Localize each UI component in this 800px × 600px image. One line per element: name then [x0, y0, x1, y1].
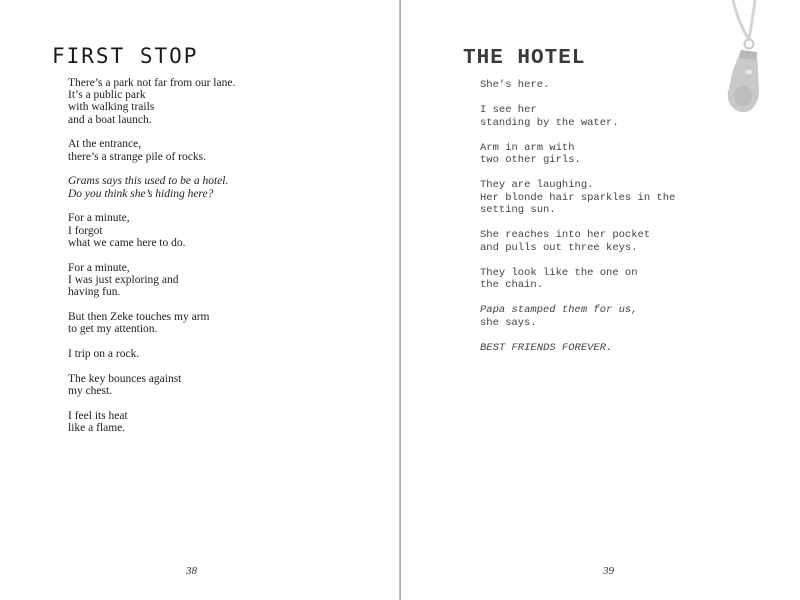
left-page-title: FIRST STOP: [52, 44, 199, 68]
poem-line: They are laughing.: [480, 179, 594, 192]
poem-line: I was just exploring and: [68, 273, 179, 286]
poem-stanza: [68, 138, 368, 162]
poem-line: with walking trails: [68, 101, 155, 114]
poem-stanza: [480, 229, 780, 254]
poem-line: She reaches into her pocket: [480, 229, 651, 242]
whistle-on-cord-icon: [711, 0, 771, 120]
poem-stanza: [480, 317, 780, 330]
poem-line: and pulls out three keys.: [480, 241, 638, 254]
poem-line: For a minute,: [68, 212, 130, 225]
poem-stanza: [480, 304, 780, 317]
poem-line: It’s a public park: [68, 89, 146, 102]
poem-stanza: [68, 410, 368, 434]
poem-line: there’s a strange pile of rocks.: [68, 150, 206, 163]
right-page: [401, 0, 800, 600]
poem-line: Her blonde hair sparkles in the: [480, 191, 676, 204]
poem-line: what we came here to do.: [68, 236, 186, 249]
poem-line: my chest.: [68, 384, 113, 397]
poem-line: There’s a park not far from our lane.: [68, 77, 236, 89]
poem-stanza: [480, 142, 780, 167]
poem-line: For a minute,: [68, 261, 130, 274]
poem-line: having fun.: [68, 286, 121, 299]
poem-stanza: [480, 179, 780, 217]
right-poem: [480, 79, 780, 367]
poem-line: she says.: [480, 317, 537, 330]
poem-line: I trip on a rock.: [68, 347, 140, 360]
poem-line: At the entrance,: [68, 138, 142, 151]
poem-line: like a flame.: [68, 421, 126, 434]
right-page-number: 39: [603, 565, 614, 577]
poem-stanza: [68, 212, 368, 249]
poem-line: Arm in arm with: [480, 141, 575, 154]
left-page-number: 38: [186, 565, 197, 577]
poem-line: Papa stamped them for us,: [480, 304, 638, 317]
poem-line: standing by the water.: [480, 116, 619, 129]
poem-line: setting sun.: [480, 204, 556, 217]
poem-stanza: [68, 373, 368, 397]
left-poem: [68, 77, 368, 447]
poem-line: I feel its heat: [68, 409, 128, 422]
poem-line: They look like the one on: [480, 266, 638, 279]
poem-stanza: [68, 311, 368, 335]
poem-line: and a boat launch.: [68, 113, 152, 126]
poem-line: to get my attention.: [68, 323, 158, 336]
left-page: [0, 0, 399, 600]
poem-line: the chain.: [480, 279, 544, 292]
poem-line: Do you think she’s hiding here?: [68, 187, 214, 200]
poem-stanza: [68, 175, 368, 199]
poem-line: Grams says this used to be a hotel.: [68, 175, 229, 188]
poem-line: But then Zeke touches my arm: [68, 310, 210, 323]
poem-stanza: [68, 348, 368, 360]
poem-stanza: [480, 267, 780, 292]
poem-line: She’s here.: [480, 79, 550, 91]
poem-line: I forgot: [68, 224, 103, 237]
poem-stanza: [68, 262, 368, 299]
poem-line: The key bounces against: [68, 372, 182, 385]
poem-line: BEST FRIENDS FOREVER.: [480, 342, 613, 355]
poem-stanza: [68, 77, 368, 126]
poem-line: I see her: [480, 103, 537, 116]
right-page-title: THE HOTEL: [463, 47, 586, 70]
poem-stanza: [480, 342, 780, 355]
poem-line: two other girls.: [480, 154, 581, 167]
